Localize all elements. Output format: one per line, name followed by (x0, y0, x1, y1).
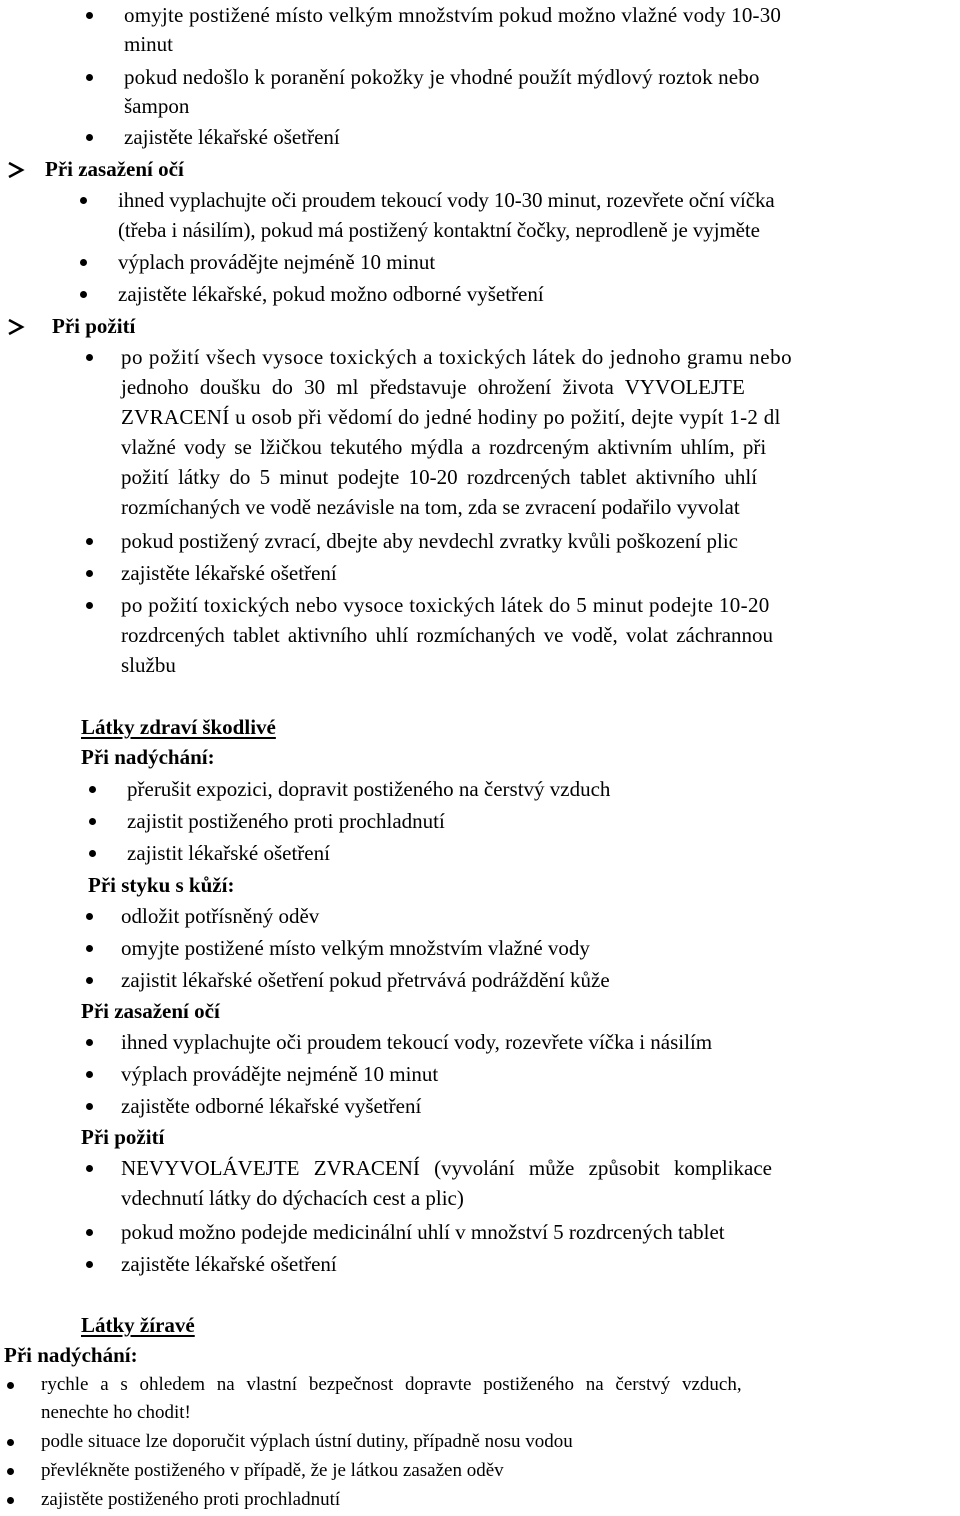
list-item-text: po požití všech vysoce toxických a toxických látek do jednoho gramu nebo (121, 345, 793, 369)
list-item-text: ihned vyplachujte oči proudem tekoucí vody, rozevřete víčka i násilím (121, 1030, 713, 1054)
arrow-bullet-icon (6, 317, 26, 337)
list-item-text: rozdrcených tablet aktivního uhlí rozmíchaných ve vodě, volat záchrannou (121, 623, 774, 647)
list-item-text: po požití toxických nebo vysoce toxických látek do 5 minut podejte 10-20 (121, 593, 770, 617)
list-item-text: vdechnutí látky do dýchacích cest a plic) (121, 1186, 464, 1210)
list-item-text: zajistěte postiženého proti prochladnutí (41, 1489, 341, 1510)
list-item-text: NEVYVOLÁVEJTE ZVRACENÍ (vyvolání může způsobit komplikace (121, 1156, 772, 1180)
list-item-text: rychle a s ohledem na vlastní bezpečnost dopravte postiženého na čerstvý vzduch, (41, 1374, 742, 1395)
list-item-text: jednoho doušku do 30 ml představuje ohrožení života VYVOLEJTE (121, 375, 745, 399)
list-item-text: službu (121, 653, 176, 677)
bullet-icon (86, 354, 93, 361)
bullet-icon (86, 1261, 93, 1268)
bullet-icon (86, 602, 93, 609)
list-item-text: zajistit lékařské ošetření (127, 841, 330, 865)
subheading: Při požití (52, 314, 136, 338)
list-item-text: šampon (124, 94, 190, 118)
bullet-icon (7, 1439, 14, 1446)
bullet-icon (7, 1468, 14, 1475)
list-item-text: zajistit lékařské ošetření pokud přetrvává podráždění kůže (121, 968, 610, 992)
bullet-icon (86, 1071, 93, 1078)
subheading: Při požití (81, 1125, 165, 1149)
list-item-text: (třeba i násilím), pokud má postižený kontaktní čočky, neprodleně je vyjměte (118, 218, 760, 242)
list-item-text: zajistěte odborné lékařské vyšetření (121, 1094, 422, 1118)
bullet-icon (86, 12, 93, 19)
bullet-icon (80, 197, 87, 204)
bullet-icon (80, 291, 87, 298)
section-title: Látky zdraví škodlivé (81, 715, 276, 739)
list-item-text: odložit potřísněný oděv (121, 904, 320, 928)
bullet-icon (86, 945, 93, 952)
subheading: Při nadýchání: (81, 745, 215, 769)
list-item-text: omyjte postižené místo velkým množstvím vlažné vody (121, 936, 590, 960)
subheading: Při nadýchání: (4, 1343, 138, 1367)
list-item-text: podle situace lze doporučit výplach ústní dutiny, případně nosu vodou (41, 1431, 573, 1452)
section-title: Látky žíravé (81, 1313, 195, 1337)
list-item-text: zajistěte lékařské ošetření (121, 1252, 337, 1276)
list-item-text: výplach provádějte nejméně 10 minut (121, 1062, 439, 1086)
list-item-text: zajistěte lékařské ošetření (124, 125, 340, 149)
list-item-text: výplach provádějte nejméně 10 minut (118, 250, 436, 274)
bullet-icon (7, 1382, 14, 1389)
bullet-icon (86, 538, 93, 545)
subheading: Při zasažení očí (45, 157, 184, 181)
list-item-text: rozmíchaných ve vodě nezávisle na tom, zda se zvracení podařilo vyvolat (121, 495, 740, 519)
bullet-icon (86, 913, 93, 920)
bullet-icon (86, 1103, 93, 1110)
list-item-text: ZVRACENÍ u osob při vědomí do jedné hodiny po požití, dejte vypít 1-2 dl (121, 405, 781, 429)
bullet-icon (86, 1039, 93, 1046)
subheading: Při zasažení očí (81, 999, 220, 1023)
list-item-text: nenechte ho chodit! (41, 1402, 191, 1423)
bullet-icon (86, 1229, 93, 1236)
bullet-icon (80, 259, 87, 266)
bullet-icon (86, 74, 93, 81)
bullet-icon (86, 1165, 93, 1172)
list-item-text: pokud nedošlo k poranění pokožky je vhodné použít mýdlový roztok nebo (124, 65, 760, 89)
list-item-text: pokud postižený zvrací, dbejte aby nevdechl zvratky kvůli poškození plic (121, 529, 738, 553)
bullet-icon (7, 1497, 14, 1504)
bullet-icon (86, 134, 93, 141)
list-item-text: převlékněte postiženého v případě, že je látkou zasažen oděv (41, 1460, 504, 1481)
bullet-icon (89, 818, 96, 825)
list-item-text: požití látky do 5 minut podejte 10-20 rozdrcených tablet aktivního uhlí (121, 465, 758, 489)
list-item-text: zajistit postiženého proti prochladnutí (127, 809, 445, 833)
list-item-text: přerušit expozici, dopravit postiženého na čerstvý vzduch (127, 777, 611, 801)
bullet-icon (89, 786, 96, 793)
list-item-text: ihned vyplachujte oči proudem tekoucí vody 10-30 minut, rozevřete oční víčka (118, 188, 775, 212)
list-item-text: omyjte postižené místo velkým množstvím pokud možno vlažné vody 10-30 (124, 3, 782, 27)
list-item-text: zajistěte lékařské ošetření (121, 561, 337, 585)
arrow-bullet-icon (6, 160, 26, 180)
bullet-icon (86, 977, 93, 984)
bullet-icon (86, 570, 93, 577)
list-item-text: vlažné vody se lžičkou tekutého mýdla a rozdrceným aktivním uhlím, při (121, 435, 767, 459)
bullet-icon (89, 850, 96, 857)
subheading: Při styku s kůží: (88, 873, 235, 897)
list-item-text: minut (124, 32, 174, 56)
list-item-text: pokud možno podejde medicinální uhlí v množství 5 rozdrcených tablet (121, 1220, 725, 1244)
list-item-text: zajistěte lékařské, pokud možno odborné vyšetření (118, 282, 544, 306)
